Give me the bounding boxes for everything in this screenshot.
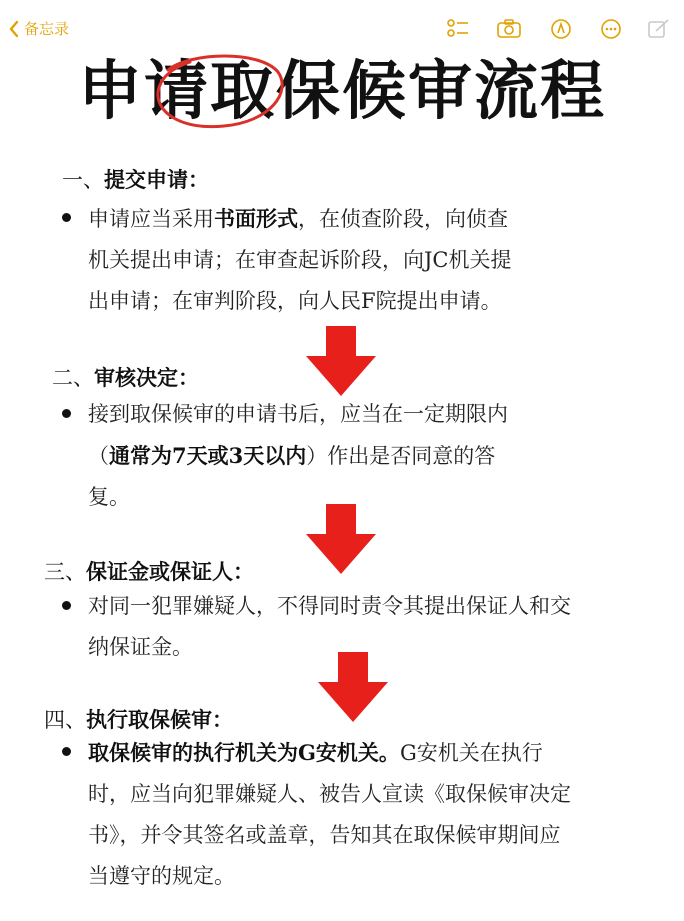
section-3-bullet: 对同一犯罪嫌疑人，不得同时责令其提出保证人和交 纳保证金。 — [62, 586, 674, 668]
camera-icon[interactable] — [496, 18, 522, 40]
section-1-heading: 一、提交申请： — [62, 167, 209, 192]
notes-toolbar — [0, 0, 684, 56]
chevron-left-icon — [8, 20, 20, 38]
markup-icon[interactable] — [548, 18, 574, 40]
down-arrow-icon — [304, 326, 378, 398]
back-label: 备忘录 — [24, 20, 70, 38]
down-arrow-icon — [304, 504, 378, 576]
section-3-heading: 三、保证金或保证人： — [44, 559, 254, 584]
section-1-bullet: 申请应当采用书面形式，在侦查阶段，向侦查 机关提出申请；在审查起诉阶段，向JC机关提 出申请；在审判阶段，向人民F院提出申请。 — [62, 198, 674, 322]
section-4-bullet: 取保候审的执行机关为G安机关。G安机关在执行 时，应当向犯罪嫌疑人、被告人宣读《取保候审决定 书》，并令其签名或盖章，告知其在取保候审期间应 当遵守的规定。 — [62, 732, 674, 897]
page-title: 申请取保候审流程 — [78, 55, 606, 129]
bullet-dot — [62, 213, 71, 222]
bullet-dot — [62, 601, 71, 610]
checklist-icon[interactable] — [446, 18, 472, 40]
down-arrow-icon — [316, 652, 390, 724]
compose-icon[interactable] — [646, 18, 672, 40]
more-icon[interactable] — [598, 18, 624, 40]
back-button[interactable] — [8, 18, 69, 39]
section-2-heading: 二、审核决定： — [52, 365, 199, 390]
section-4-heading: 四、执行取保候审： — [44, 707, 233, 732]
section-2-bullet: 接到取保候审的申请书后，应当在一定期限内 （通常为7天或3天以内）作出是否同意的答 复。 — [62, 394, 674, 518]
bullet-dot — [62, 747, 71, 756]
bullet-dot — [62, 409, 71, 418]
